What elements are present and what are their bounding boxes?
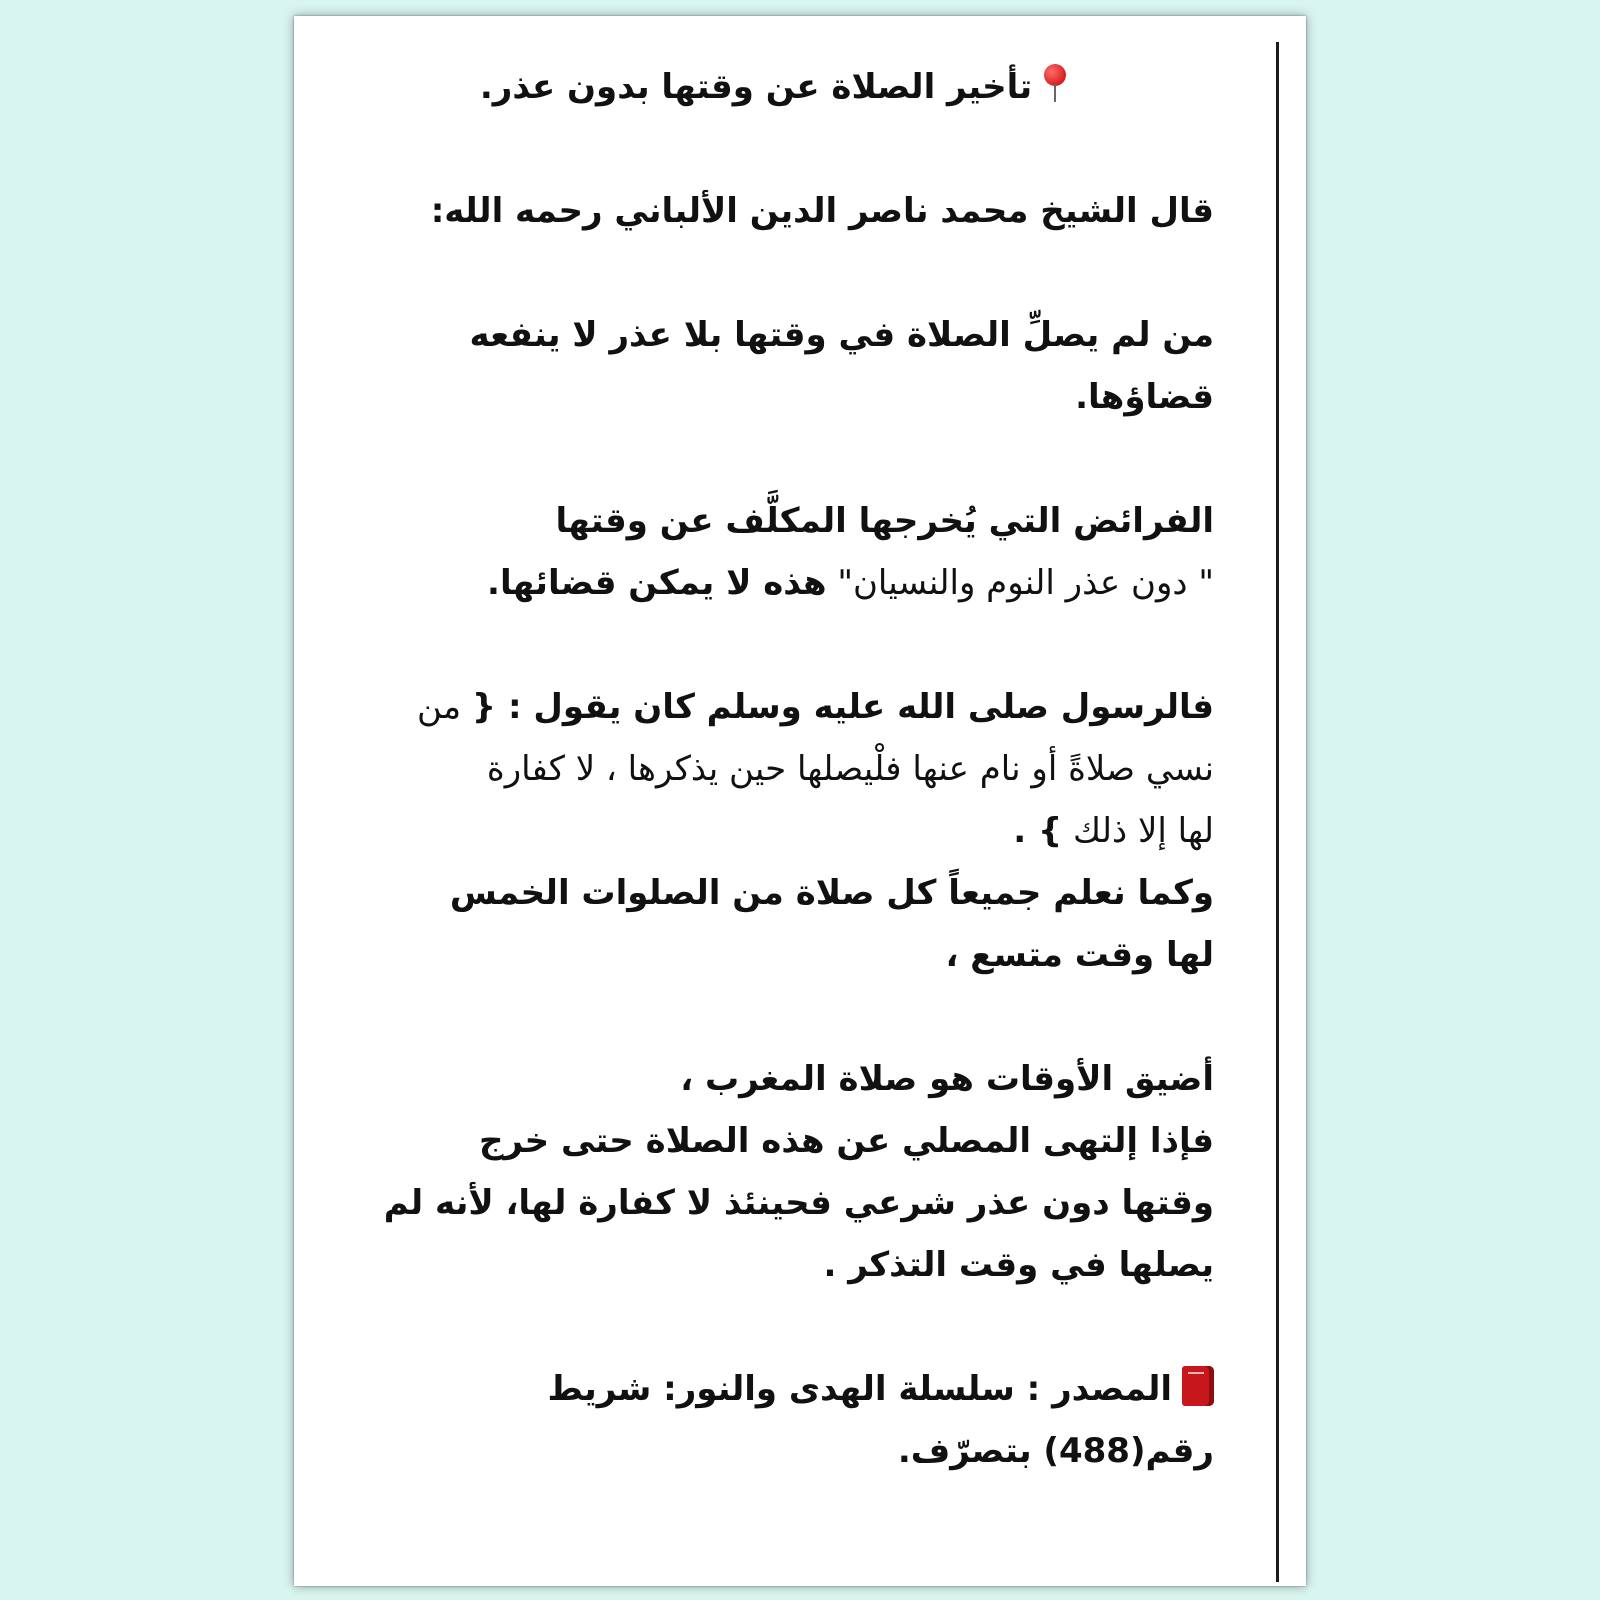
paragraph-2-line-2 [374, 552, 1214, 614]
paragraph-4-line-2: لها وقت متسع ، [945, 935, 1214, 975]
paragraph-5-line-1: أضيق الأوقات هو صلاة المغرب ، [680, 1059, 1214, 1099]
paragraph-3-close-brace: } . [1013, 811, 1063, 851]
paragraph-3-line-3 [374, 800, 1214, 862]
paragraph-1-line-2: قضاؤها. [1075, 377, 1214, 417]
paragraph-4-line-1: وكما نعلم جميعاً كل صلاة من الصلوات الخمس [449, 873, 1214, 913]
paragraph-3-line-2: نسي صلاةً أو نام عنها فلْيصلها حين يذكرها ، لا كفارة [486, 749, 1214, 789]
paragraph-2-quote: " دون عذر النوم والنسيان" [826, 563, 1214, 603]
paragraph-1-line-1: من لم يصلِّ الصلاة في وقتها بلا عذر لا ينفعه [469, 315, 1214, 355]
post-title-text: تأخير الصلاة عن وقتها بدون عذر. [479, 67, 1033, 107]
paragraph-3-lead: فالرسول صلى الله عليه وسلم كان يقول : { [471, 687, 1214, 727]
source-line-1-text: المصدر : سلسلة الهدى والنور: شريط [547, 1369, 1172, 1409]
paragraph-3-hadith-start: من [417, 687, 472, 727]
paragraph-5-line-3: وقتها دون عذر شرعي فحينئذ لا كفارة لها، لأنه لم [383, 1183, 1214, 1223]
post-card [294, 16, 1306, 1586]
pushpin-icon [1042, 64, 1068, 104]
paragraph-3-line-1 [374, 676, 1214, 738]
post-content [374, 56, 1214, 1482]
paragraph-5-line-2: فإذا إلتهى المصلي عن هذه الصلاة حتى خرج [479, 1121, 1214, 1161]
intro-line: قال الشيخ محمد ناصر الدين الألباني رحمه الله: [430, 191, 1214, 231]
card-edge-line [1276, 42, 1279, 1582]
paragraph-3-hadith-end: لها إلا ذلك [1062, 811, 1214, 851]
post-title [374, 56, 1214, 118]
paragraph-2-conclusion: هذه لا يمكن قضائها. [487, 563, 827, 603]
paragraph-5-line-4: يصلها في وقت التذكر . [823, 1245, 1214, 1285]
source-line-1 [374, 1358, 1214, 1420]
red-book-icon [1182, 1366, 1214, 1406]
paragraph-2-line-1: الفرائض التي يُخرجها المكلَّف عن وقتها [555, 501, 1214, 541]
source-line-2: رقم(488) بتصرّف. [897, 1431, 1214, 1471]
